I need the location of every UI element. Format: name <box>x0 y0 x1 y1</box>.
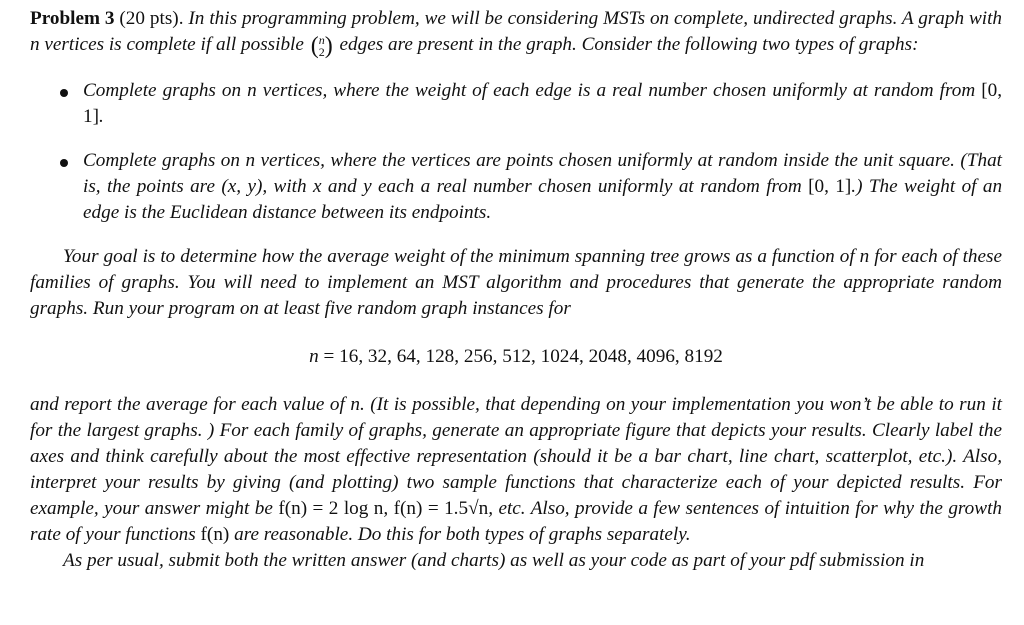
list-item <box>30 78 1002 130</box>
report-text-c: , etc. Also, provide a few sentences of intuition for why the growth rate of your functions <box>30 498 1002 545</box>
binom-close-paren: ) <box>324 32 333 59</box>
bullet-icon <box>60 159 68 167</box>
report-fn: f(n) <box>200 524 230 545</box>
binom-bottom: 2 <box>318 44 325 59</box>
report-text-d: are reasonable. Do this for both types of graphs separately. <box>234 524 691 545</box>
n-values-equation <box>30 344 1002 370</box>
intro-text-c: edges are present in the graph. Consider the following two types of graphs: <box>339 34 919 55</box>
binom-top: n <box>318 32 325 47</box>
bullet-2-text-c: , with <box>262 176 307 197</box>
goal-paragraph <box>30 244 1002 322</box>
bullet-1-text-c: . <box>98 106 104 127</box>
report-text-a: and report the average for each value of <box>30 394 345 415</box>
equation-values: 16, 32, 64, 128, 256, 512, 1024, 2048, 4096, 8192 <box>339 346 723 367</box>
bullet-2-y: y <box>363 176 372 197</box>
equation-equals: = <box>323 346 335 367</box>
example-function-sqrt: f(n) = 1.5√n <box>393 498 489 519</box>
goal-text-b: for each of these families of graphs. You will need to implement an MST algorithm and procedures that generate the appropriate random graphs. Run your program on at least five random graph instances for <box>30 246 1003 319</box>
bullet-2-point: (x, y) <box>221 176 263 197</box>
problem-page <box>30 6 1002 574</box>
report-text-b: . (It is possible, that depending on your implementation you won’t be able to run it for the largest graphs. ) For each family of graphs, generate an appropriate figure that depicts your results. Clearly label the axes and think carefully about the most effective representation (should it be a bar chart, line chart, scatterplot, etc.). Also, interpret your results by giving (and plotting) two sample functions that characterize each of your depicted results. For example, your answer might be <box>30 394 1002 519</box>
equation-var: n <box>309 346 319 367</box>
bullet-icon <box>60 89 68 97</box>
example-function-log: f(n) = 2 log n <box>278 498 384 519</box>
intro-text-a: In this programming problem, we will be considering MSTs on complete, undirected graphs. A graph with <box>188 8 1003 29</box>
bullet-2-text-d: each a real number chosen uniformly at random from <box>378 176 802 197</box>
bullet-2-text-b: vertices, where the vertices are points chosen uniformly at random inside the unit square. (That is, the points are <box>83 150 1003 197</box>
binom-open-paren: ( <box>310 32 319 59</box>
list-item <box>30 148 1002 226</box>
bullet-2-text-e: .) The weight of an edge is the Euclidean distance between its endpoints. <box>83 176 1003 223</box>
problem-points: (20 pts). <box>119 8 184 29</box>
bullet-2-n: n <box>245 150 256 171</box>
graph-types-list <box>30 78 1002 226</box>
bullet-1-interval: [0, 1] <box>83 80 1003 127</box>
bullet-1-n: n <box>247 80 257 101</box>
bullet-1-text-a: Complete graphs on <box>83 80 242 101</box>
goal-text-a: Your goal is to determine how the average weight of the minimum spanning tree grows as a function of <box>63 246 855 267</box>
problem-intro <box>30 6 1002 58</box>
binomial-coefficient <box>311 34 333 58</box>
problem-label: Problem 3 <box>30 8 115 29</box>
intro-n: n <box>30 34 40 55</box>
intro-text-b: vertices is complete if all possible <box>44 34 304 55</box>
goal-n: n <box>859 246 870 267</box>
closing-text: As per usual, submit both the written answer (and charts) as well as your code as part of your pdf submission in <box>63 550 925 571</box>
bullet-2-and: and <box>327 176 357 197</box>
bullet-2-text-a: Complete graphs on <box>83 150 240 171</box>
bullet-2-interval: [0, 1] <box>808 176 852 197</box>
bullet-1-text-b: vertices, where the weight of each edge is a real number chosen uniformly at random from <box>262 80 976 101</box>
closing-paragraph <box>30 548 1002 574</box>
bullet-2-x: x <box>312 176 322 197</box>
report-n: n <box>350 394 360 415</box>
report-paragraph: and report the average for each value of n. (It is possible, that depending on your implementation you won’t be able to run it for the largest graphs. ) For each family of graphs, generate an appropriate figure that depicts your results. Clearly label the axes and think carefully about the most effective representation (should it be a bar chart, line chart, scatterplot, etc.). Also, interpret your results by giving (and plotting) two sample functions that characterize each of your depicted results. For example, your answer might be f(n) = 2 log n, f(n) = 1.5√n, etc. Also, provide a few sentences of intuition for why the growth rate of your functions f(n) are reasonable. Do this for both types of graphs separately. <box>30 394 1002 545</box>
